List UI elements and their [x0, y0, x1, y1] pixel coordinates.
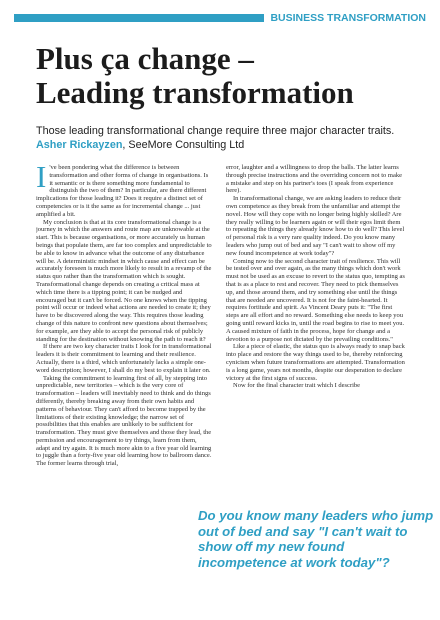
headline-line-2: Leading transformation	[36, 75, 354, 110]
body-column-1	[36, 164, 212, 604]
headline-line-1: Plus ça change –	[36, 41, 254, 76]
body-paragraph: In transformational change, we are asking leaders to reduce their own competence as they break from the unfamiliar and attempt the novel. How will they cope with no longer being highly skilled? Are they really willing to be learners again or will their egos limit them to repeating the things they already know how to do well? This level of personal risk is a very rare quality indeed. Do you know many leaders who jump out of bed and say "I can't wait to show off my new found incompetence at work today"?	[226, 195, 405, 257]
body-paragraph: Now for the final character trait which I describe	[233, 382, 361, 390]
author-name: Asher Rickayzen	[36, 139, 123, 151]
author-company: , SeeMore Consulting Ltd	[122, 139, 245, 151]
body-paragraph: I 've been pondering what the difference is between transformation and other forms of change in organisations. Is it semantic or is there something more fundamental to distinguish the two of them? In particular, are there different implications for those leading it? Does it require a distinct set of competencies or is it the same as for incremental change ... just amplified a bit.	[36, 164, 209, 218]
body-paragraph: error, laughter and a willingness to drop the balls. The latter learns through precise instructions and the overriding concern not to make a mistake and step on his partner's toes (I speak from experience here).	[226, 164, 402, 195]
section-label: BUSINESS TRANSFORMATION	[270, 12, 426, 24]
body-paragraph: Taking the commitment to learning first of all, by stepping into unpredictable, new territories – which is the very core of transformation – leaders will inevitably need to think and do things differently, thereby breaking away from their own habits and patterns of behaviour. They can't afford to become trapped by the limitations of their existing knowledge; the narrow set of possibilities that this enables are unlikely to be sufficient for transformation. They must give themselves and those they lead, the permission and encouragement to try things, learn from them, adapt and try again. It is much more akin to a five year old learning to juggle than a forty-five year old learning how to ballroom dance. The former learns through trial,	[36, 374, 212, 468]
pull-quote: Do you know many leaders who jump out of bed and say "I can't wait to show off my new found incompetence at work today"?	[198, 508, 434, 570]
body-paragraph: My conclusion is that at its core transformational change is a journey in which the answers and route map are unknowable at the start. This is because organisations, or more accurately us human beings that populate them, are far too complex and unpredictable to be able to know in advance what the outcome of any disturbance will be. A deterministic mindset in which cause and effect can be accurately foreseen is much more likely to result in a revamp of the status quo rather than the transformation which is sought. Transformational change depends on creating a critical mass at which time there is a tipping point; it can be nudged and encouraged but it can't be forced. No one knows when the tipping point will occur or indeed what actions are needed to create it; they have to be discovered along the way. This requires those leading change of this nature to confront new questions about themselves; for example, are they able to accept the personal risk of publicly standing for the destination without knowing the path to reach it?	[36, 218, 212, 343]
byline	[36, 138, 431, 152]
headline	[36, 42, 426, 110]
standfirst: Those leading transformational change require three major character traits.	[36, 125, 395, 137]
section-rule	[14, 14, 264, 22]
body-column-2	[226, 164, 406, 502]
section-header	[14, 12, 426, 24]
drop-cap: I	[36, 164, 47, 194]
body-paragraph: Like a piece of elastic, the status quo is always ready to snap back into place and restore the way things used to be, thereby reinforcing cynicism when future transformations are attempted. Transformation is a long game, years not months, despite our desperation to declare victory at the first signs of success.	[226, 343, 405, 382]
body-paragraph: If there are two key character traits I look for in transformational leaders it is their commitment to learning and their resilience. Actually, there is a third, which unfortunately lacks a simple one-word description; however, I shall do my best to explain it later on.	[36, 343, 212, 374]
body-paragraph: Coming now to the second character trait of resilience. This will be tested over and over again, as the many things which don't work must not be used as an excuse to revert to the status quo, tempting as that is as a place to rest and recover. They need to pick themselves up, and those around them, and try something else until the things that are needed are uncovered. It is not for the faint-hearted. It requires fortitude and spirit. As Vincent Deary puts it: "The first steps are all effort and no reward. Something else needs to keep you going until reward kicks in, until the road begins to rise to meet you. A caused mixture of faith in the process, hope for change and a devotion to a purpose not dictated by the prevailing conditions."	[226, 257, 405, 343]
